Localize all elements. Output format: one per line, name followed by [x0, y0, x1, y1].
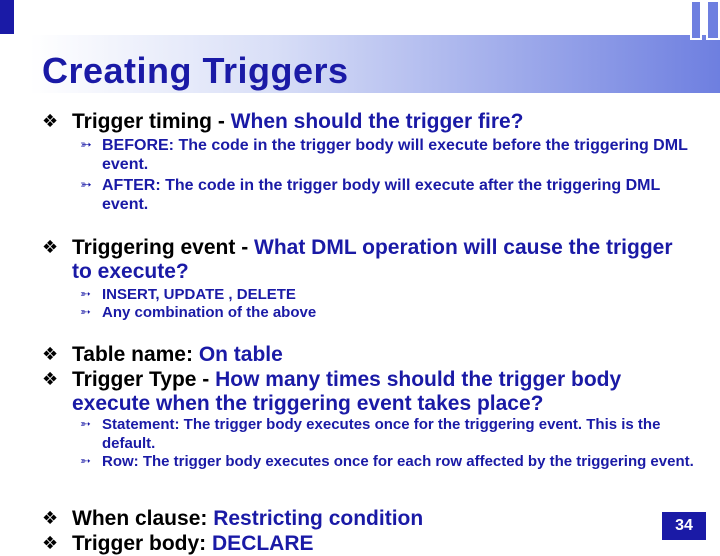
slide-title: Creating Triggers — [42, 50, 349, 91]
bullet-trigger-body: ❖ Trigger body: DECLARE — [42, 532, 314, 555]
corner-square-left — [690, 0, 702, 40]
bullet-icon: ❖ — [42, 369, 59, 390]
bullet-icon: ❖ — [42, 533, 59, 554]
corner-decoration — [0, 0, 14, 34]
bullet-trigger-timing: ❖ Trigger timing - When should the trigger fire? — [42, 110, 524, 133]
bullet-icon: ❖ — [42, 508, 59, 529]
arrow-bullet-icon: ➳ — [80, 177, 92, 193]
page-number: 34 — [662, 512, 706, 540]
timing-item: ➳ AFTER: The code in the trigger body will execute after the triggering DML event. — [80, 177, 660, 213]
arrow-bullet-icon: ➳ — [80, 454, 91, 469]
bullet-table-name: ❖ Table name: On table — [42, 343, 283, 366]
bullet-icon: ❖ — [42, 111, 59, 132]
arrow-bullet-icon: ➳ — [80, 287, 91, 302]
type-item: ➳ Statement: The trigger body executes once for the triggering event. This is the default. — [80, 416, 661, 452]
bullet-trigger-type: ❖ Trigger Type - How many times should the trigger body execute when the triggering event takes place? — [42, 368, 622, 415]
event-item: ➳ INSERT, UPDATE , DELETE — [80, 286, 296, 303]
bullet-icon: ❖ — [42, 344, 59, 365]
bullet-triggering-event: ❖ Triggering event - What DML operation will cause the trigger to execute? — [42, 236, 673, 283]
type-item: ➳ Row: The trigger body executes once for each row affected by the triggering event. — [80, 453, 694, 470]
corner-square-right — [706, 0, 720, 40]
timing-item: ➳ BEFORE: The code in the trigger body will execute before the triggering DML event. — [80, 137, 688, 173]
event-item: ➳ Any combination of the above — [80, 304, 317, 321]
corner-decoration-gap — [14, 0, 18, 34]
bullet-icon: ❖ — [42, 237, 59, 258]
arrow-bullet-icon: ➳ — [80, 305, 91, 320]
arrow-bullet-icon: ➳ — [80, 137, 92, 153]
arrow-bullet-icon: ➳ — [80, 417, 91, 432]
bullet-when-clause: ❖ When clause: Restricting condition — [42, 507, 424, 530]
